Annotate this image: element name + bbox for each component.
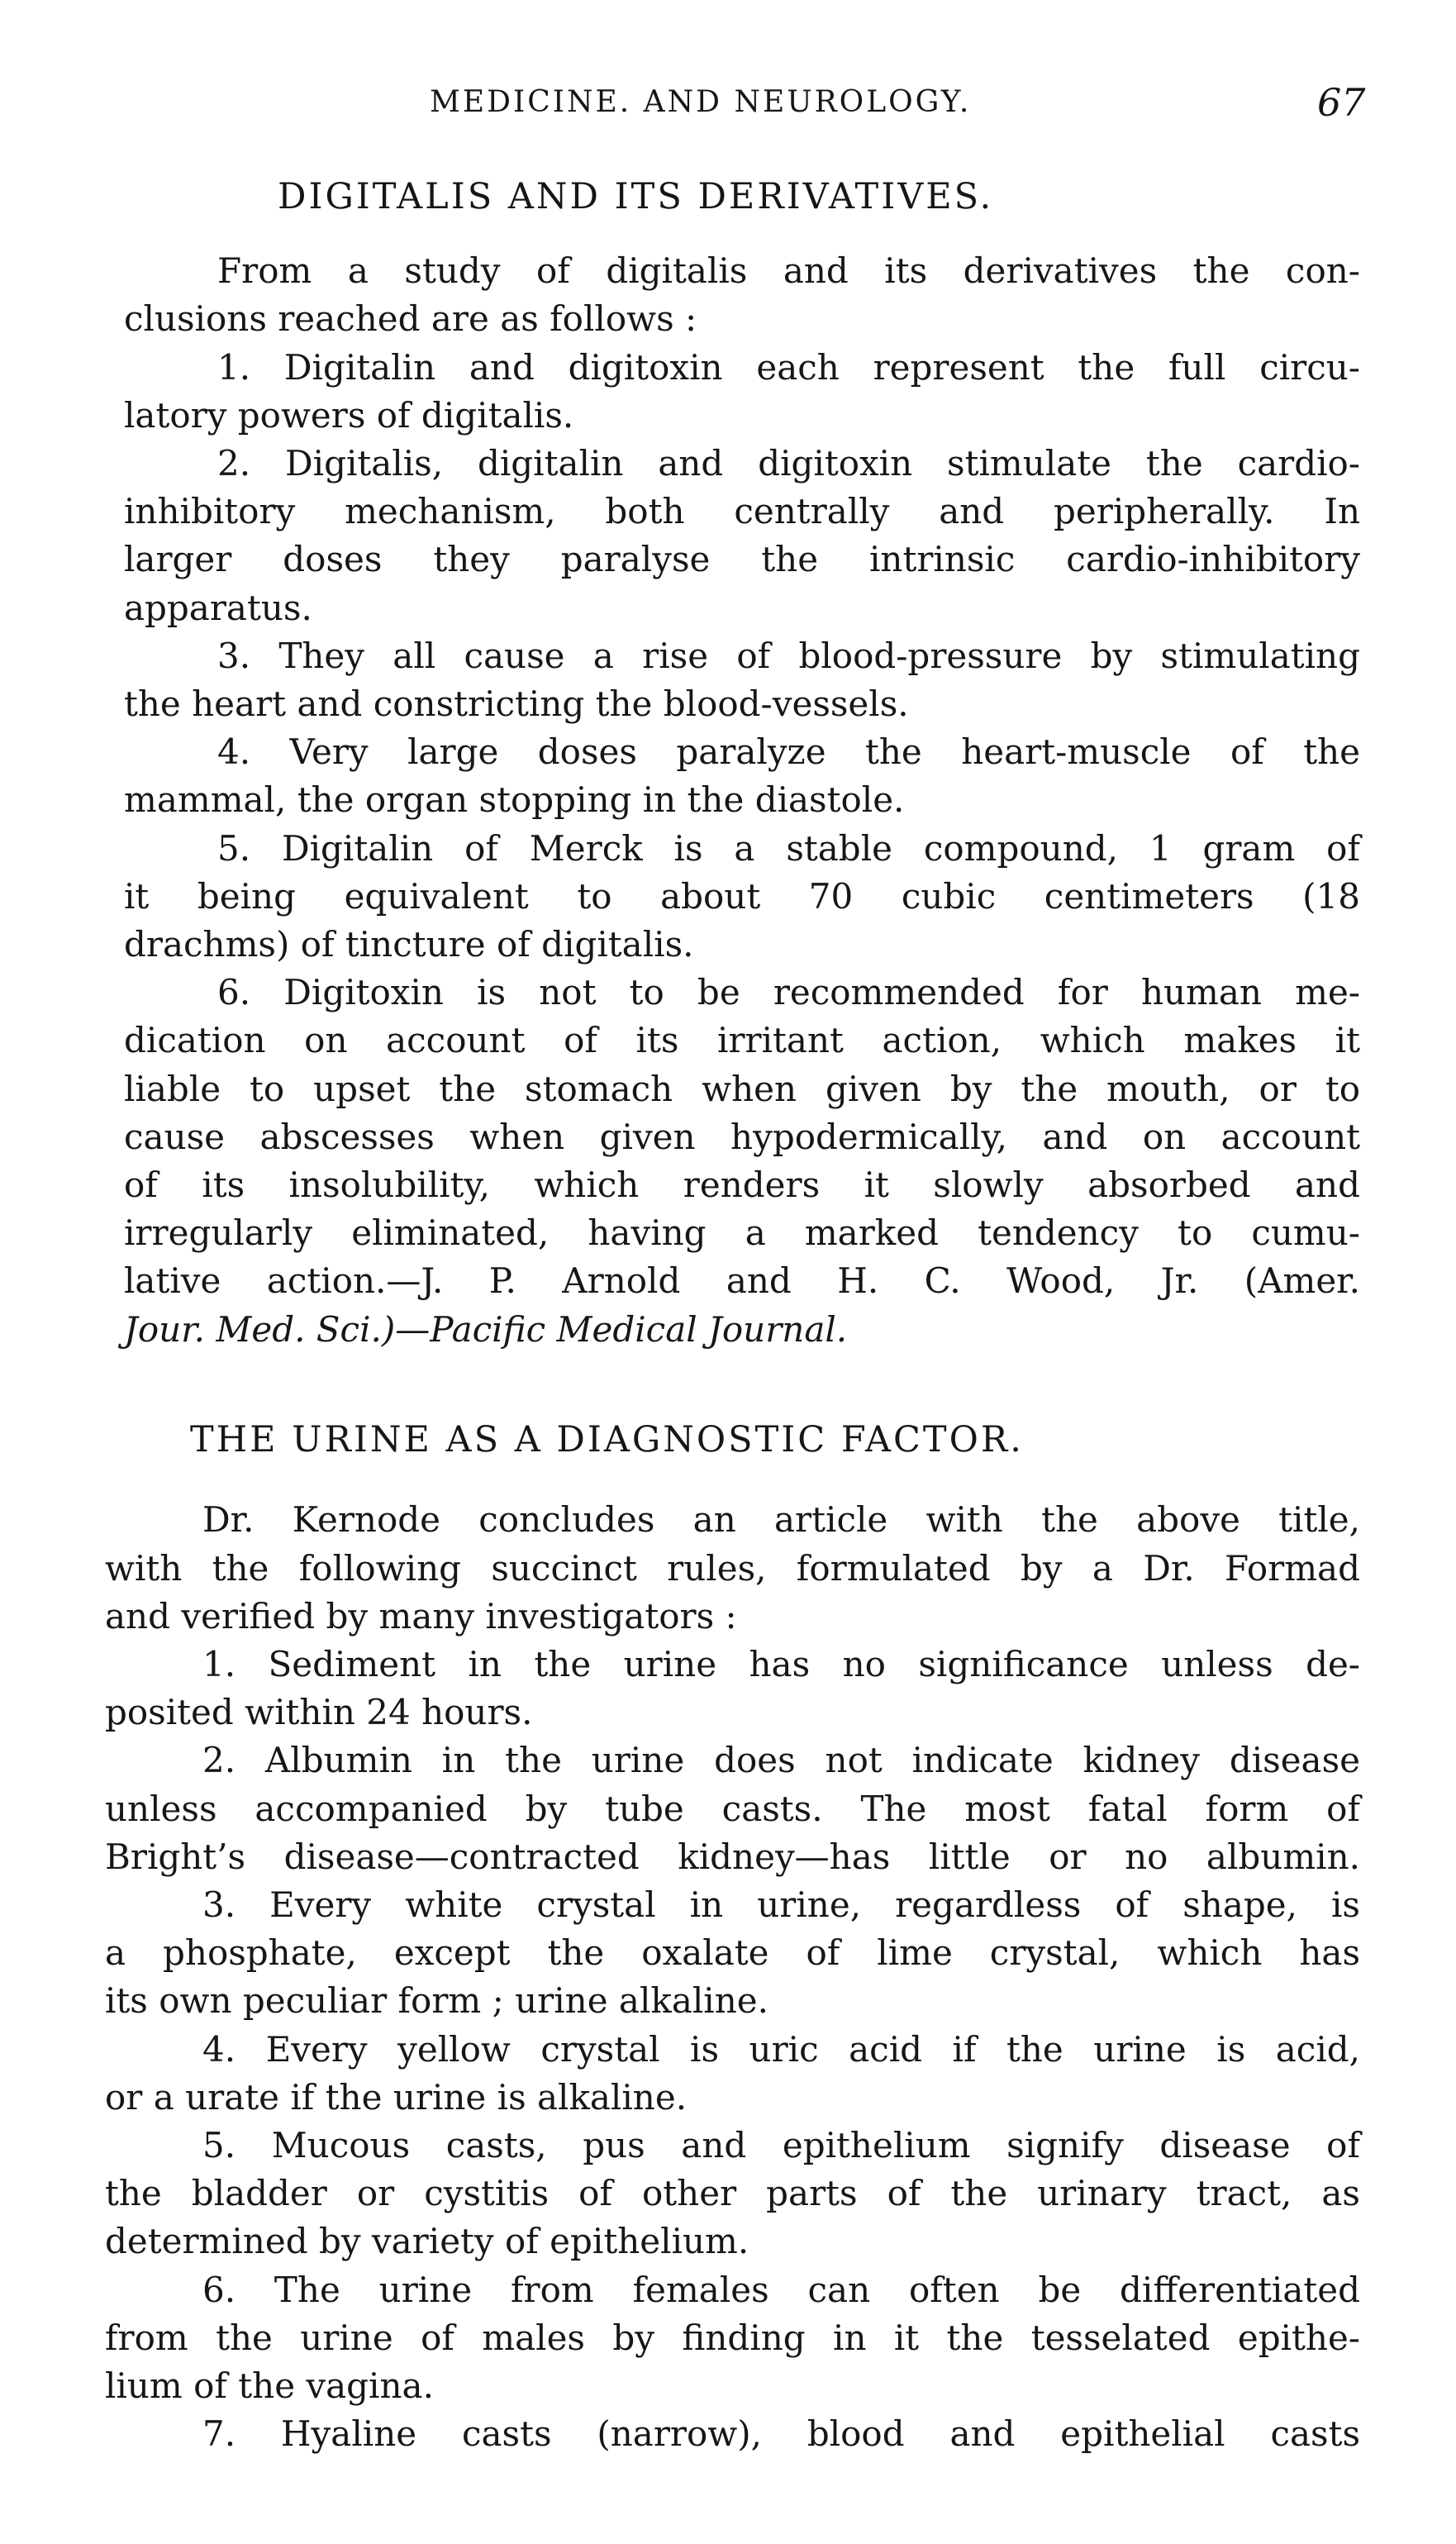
article-line: irregularly eliminated, having a marked tendency to cumu- xyxy=(124,1212,1360,1253)
article-line: latory powers of digitalis. xyxy=(124,395,574,436)
article-line: 4. Very large doses paralyze the heart-muscle of the xyxy=(217,731,1360,772)
article-line: 2. Albumin in the urine does not indicate kidney disease xyxy=(202,1740,1360,1780)
running-head xyxy=(0,78,1456,127)
article-line: larger doses they paralyse the intrinsic cardio-inhibitory xyxy=(124,539,1360,579)
article-line: clusions reached are as follows : xyxy=(124,298,697,339)
article-line: apparatus. xyxy=(124,588,312,628)
article-line: inhibitory mechanism, both centrally and peripherally. In xyxy=(124,491,1360,531)
article-line: 4. Every yellow crystal is uric acid if the urine is acid, xyxy=(202,2029,1360,2070)
article-title: DIGITALIS AND ITS DERIVATIVES. xyxy=(278,176,994,217)
article-line: posited within 24 hours. xyxy=(105,1692,533,1732)
article-line: unless accompanied by tube casts. The most fatal form of xyxy=(105,1789,1360,1829)
article-line: and verified by many investigators : xyxy=(105,1596,737,1636)
article-line: its own peculiar form ; urine alkaline. xyxy=(105,1980,768,2021)
article-line: liable to upset the stomach when given by the mouth, or to xyxy=(124,1069,1360,1109)
article-line: 6. The urine from females can often be differentiated xyxy=(202,2270,1360,2310)
article-line: a phosphate, except the oxalate of lime crystal, which has xyxy=(105,1932,1360,1973)
article-line: Dr. Kernode concludes an article with the above title, xyxy=(202,1499,1360,1540)
article-line: 2. Digitalis, digitalin and digitoxin stimulate the cardio- xyxy=(217,443,1360,484)
article-line: cause abscesses when given hypodermically, and on account xyxy=(124,1117,1360,1157)
article-line: 7. Hyaline casts (narrow), blood and epithelial casts xyxy=(202,2413,1360,2454)
article-title: THE URINE AS A DIAGNOSTIC FACTOR. xyxy=(190,1419,1024,1460)
article-line: 5. Digitalin of Merck is a stable compound, 1 gram of xyxy=(217,828,1360,869)
article-line: it being equivalent to about 70 cubic centimeters (18 xyxy=(124,876,1360,917)
article-line: 1. Sediment in the urine has no significance unless de- xyxy=(202,1644,1360,1684)
article-line: of its insolubility, which renders it slowly absorbed and xyxy=(124,1165,1360,1205)
citation-line: Jour. Med. Sci.)—Pacific Medical Journal. xyxy=(124,1309,848,1350)
article-line: mammal, the organ stopping in the diastole. xyxy=(124,779,905,820)
article-line: determined by variety of epithelium. xyxy=(105,2221,749,2261)
article-line: with the following succinct rules, formulated by a Dr. Formad xyxy=(105,1548,1360,1589)
article-line: 3. Every white crystal in urine, regardless of shape, is xyxy=(202,1884,1360,1925)
running-title: MEDICINE. AND NEUROLOGY. xyxy=(430,85,972,119)
article-line: drachms) of tincture of digitalis. xyxy=(124,924,694,965)
article-line: Bright’s disease—contracted kidney—has little or no albumin. xyxy=(105,1837,1360,1877)
article-line: 5. Mucous casts, pus and epithelium signify disease of xyxy=(202,2125,1360,2165)
article-line: the bladder or cystitis of other parts of the urinary tract, as xyxy=(105,2173,1360,2213)
article-line: dication on account of its irritant action, which makes it xyxy=(124,1020,1360,1060)
article-line: 1. Digitalin and digitoxin each represent the full circu- xyxy=(217,347,1360,388)
page-number: 67 xyxy=(1317,80,1366,125)
article-line: 3. They all cause a rise of blood-pressure by stimulating xyxy=(217,636,1360,676)
article-line: from the urine of males by finding in it the tesselated epithe- xyxy=(105,2318,1360,2358)
article-line: the heart and constricting the blood-vessels. xyxy=(124,684,909,724)
article-line: From a study of digitalis and its derivatives the con- xyxy=(217,250,1360,291)
article-line: or a urate if the urine is alkaline. xyxy=(105,2077,688,2118)
article-line: lium of the vagina. xyxy=(105,2365,434,2406)
article-line: 6. Digitoxin is not to be recommended for human me- xyxy=(217,972,1360,1012)
article-line: lative action.—J. P. Arnold and H. C. Wood, Jr. (Amer. xyxy=(124,1260,1360,1301)
